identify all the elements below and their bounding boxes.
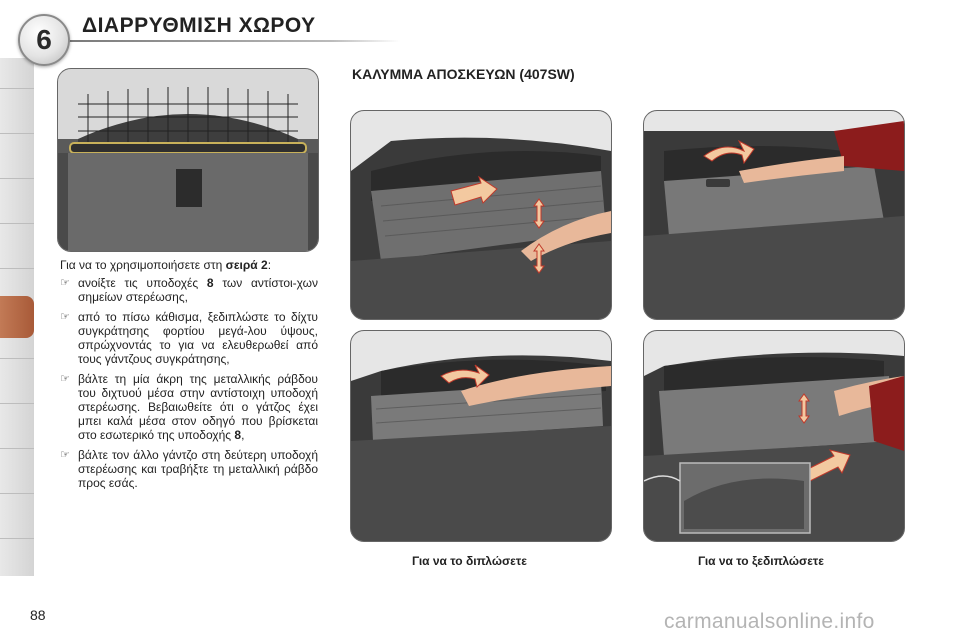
tab-divider: [0, 88, 34, 89]
chapter-number-badge: 6: [18, 14, 70, 66]
chapter-tab-active[interactable]: [0, 296, 34, 338]
page-number: 88: [30, 607, 46, 623]
step-text-end: των αντίστοι-χων σημείων στερέωσης,: [78, 276, 318, 304]
pointing-hand-icon: ☞: [60, 449, 70, 461]
caption-unfold: Για να το ξεδιπλώσετε: [698, 554, 824, 568]
cover-fold-photo-2: [350, 330, 612, 542]
instruction-step: [60, 448, 318, 490]
tab-divider: [0, 538, 34, 539]
pointing-hand-icon: ☞: [60, 277, 70, 289]
step-emphasis: 8: [206, 276, 214, 290]
header-rule: [60, 40, 400, 42]
chapter-tab-strip: [0, 58, 34, 576]
page-title: ΔΙΑΡΡΥΘΜΙΣΗ ΧΩΡΟΥ: [82, 14, 316, 37]
intro-text: Για να το χρησιμοποιήσετε στη: [60, 258, 226, 272]
instruction-step: [60, 276, 318, 304]
pointing-hand-icon: ☞: [60, 311, 70, 323]
cover-fold-photo-1: [350, 110, 612, 320]
step-text: από το πίσω κάθισμα, ξεδιπλώστε το δίχτυ συγκράτησης φορτίου μεγά-λου ύψους, σπρώχνοντάς το για να ελευθερωθεί από τους γάντζους συγκράτησης,: [78, 310, 318, 366]
intro-emphasis: σειρά 2: [225, 258, 268, 272]
step-text: βάλτε τον άλλο γάντζο στη δεύτερη υποδοχή στερέωσης και τραβήξτε τη μεταλλική ράβδο προς εσάς.: [78, 448, 318, 490]
cover-unfold-photo-2: [643, 330, 905, 542]
instruction-step: [60, 310, 318, 366]
tab-divider: [0, 493, 34, 494]
step-emphasis: 8: [234, 428, 242, 442]
tab-divider: [0, 223, 34, 224]
tab-divider: [0, 403, 34, 404]
tab-divider: [0, 268, 34, 269]
cover-unfold-photo-1: [643, 110, 905, 320]
caption-fold: Για να το διπλώσετε: [412, 554, 527, 568]
tab-divider: [0, 178, 34, 179]
step-text-end: ,: [241, 428, 245, 442]
tab-divider: [0, 448, 34, 449]
instructions-intro: [60, 258, 271, 272]
cargo-net-photo: [57, 68, 319, 252]
pointing-hand-icon: ☞: [60, 373, 70, 385]
watermark: carmanualsonline.info: [664, 610, 875, 633]
instruction-step: [60, 372, 318, 442]
section-heading: ΚΑΛΥΜΜΑ ΑΠΟΣΚΕΥΩΝ (407SW): [352, 66, 575, 82]
step-text: βάλτε τη μία άκρη της μεταλλικής ράβδου του διχτυού μέσα στην αντίστοιχη υποδοχή στερέωσης. Βεβαιωθείτε ότι ο γάτζος έχει μπει καλά μέσα στον οδηγό που βρίσκεται στο εσωτερικό της υποδοχής: [78, 372, 318, 442]
instruction-steps: [60, 276, 318, 496]
tab-divider: [0, 133, 34, 134]
step-text: ανοίξτε τις υποδοχές: [78, 276, 207, 290]
intro-suffix: :: [267, 258, 272, 272]
tab-divider: [0, 358, 34, 359]
